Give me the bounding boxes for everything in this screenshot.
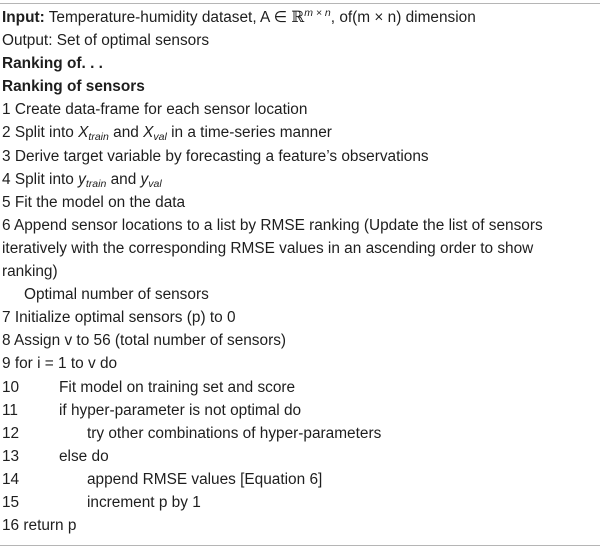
step-5: 5 Fit the model on the data [2, 193, 186, 211]
step-13-number: 13 [2, 447, 20, 465]
step-4-y-train: y [78, 170, 86, 188]
step-2-mid: and [108, 124, 144, 142]
step-6-line-3: ranking) [2, 263, 58, 281]
step-15 [0, 491, 600, 514]
heading-ranking-sensors: Ranking of sensors [2, 78, 145, 96]
step-8: 8 Assign v to 56 (total number of sensors) [2, 332, 287, 350]
step-4-sub-train: train [85, 177, 107, 190]
step-16: 16 return p [2, 517, 77, 535]
step-15-number: 15 [2, 493, 20, 511]
step-10-text: Fit model on training set and score [59, 378, 296, 396]
step-1: 1 Create data-frame for each sensor location [2, 101, 308, 119]
output-line [0, 29, 600, 52]
step-4-sub-val: val [148, 177, 162, 190]
step-6-line-1: 6 Append sensor locations to a list by RMSE ranking (Update the list of sensors [2, 216, 543, 234]
step-13-text: else do [59, 447, 109, 465]
input-text-a: Temperature-humidity dataset, A ∈ [44, 9, 292, 26]
step-2-b: in a time-series manner [166, 124, 332, 142]
step-6-line-2: iteratively with the corresponding RMSE values in an ascending order to show [2, 239, 534, 257]
step-2 [0, 121, 600, 144]
step-2-x-val: X [143, 124, 154, 142]
step-13 [0, 445, 600, 468]
heading-ranking-of: Ranking of. . . [2, 55, 103, 73]
step-4 [0, 168, 600, 191]
step-15-text: increment p by 1 [87, 493, 201, 511]
step-4-y-val: y [140, 170, 149, 188]
step-2-sub-train: train [88, 131, 109, 144]
step-2-x-train: X [78, 124, 89, 142]
step-14-text: append RMSE values [Equation 6] [87, 470, 323, 488]
step-7: 7 Initialize optimal sensors (p) to 0 [2, 309, 236, 327]
input-text-b: , of(m × n) dimension [330, 9, 476, 26]
step-4-a: 4 Split into [2, 170, 79, 188]
step-12-number: 12 [2, 424, 20, 442]
step-4-mid: and [106, 170, 141, 188]
top-rule [0, 3, 600, 4]
step-3: 3 Derive target variable by forecasting a feature’s observations [2, 147, 429, 165]
step-11 [0, 399, 600, 422]
input-label: Input: [2, 9, 45, 26]
algorithm-lines [0, 6, 600, 537]
real-set-symbol: ℝ [291, 8, 305, 26]
step-11-number: 11 [2, 401, 18, 419]
step-2-sub-val: val [153, 131, 167, 144]
step-2-a: 2 Split into [2, 124, 79, 142]
heading-optimal-sensors: Optimal number of sensors [24, 286, 209, 304]
step-12 [0, 422, 600, 445]
bottom-rule [0, 545, 600, 546]
step-9: 9 for i = 1 to v do [2, 355, 118, 373]
step-11-text: if hyper-parameter is not optimal do [59, 401, 302, 419]
step-14-number: 14 [2, 470, 20, 488]
input-superscript: m × n [304, 7, 331, 19]
input-line [0, 6, 600, 29]
step-10 [0, 376, 600, 399]
step-14 [0, 468, 600, 491]
output-text: Output: Set of optimal sensors [2, 32, 210, 50]
step-10-number: 10 [2, 378, 20, 396]
step-12-text: try other combinations of hyper-parameters [87, 424, 382, 442]
